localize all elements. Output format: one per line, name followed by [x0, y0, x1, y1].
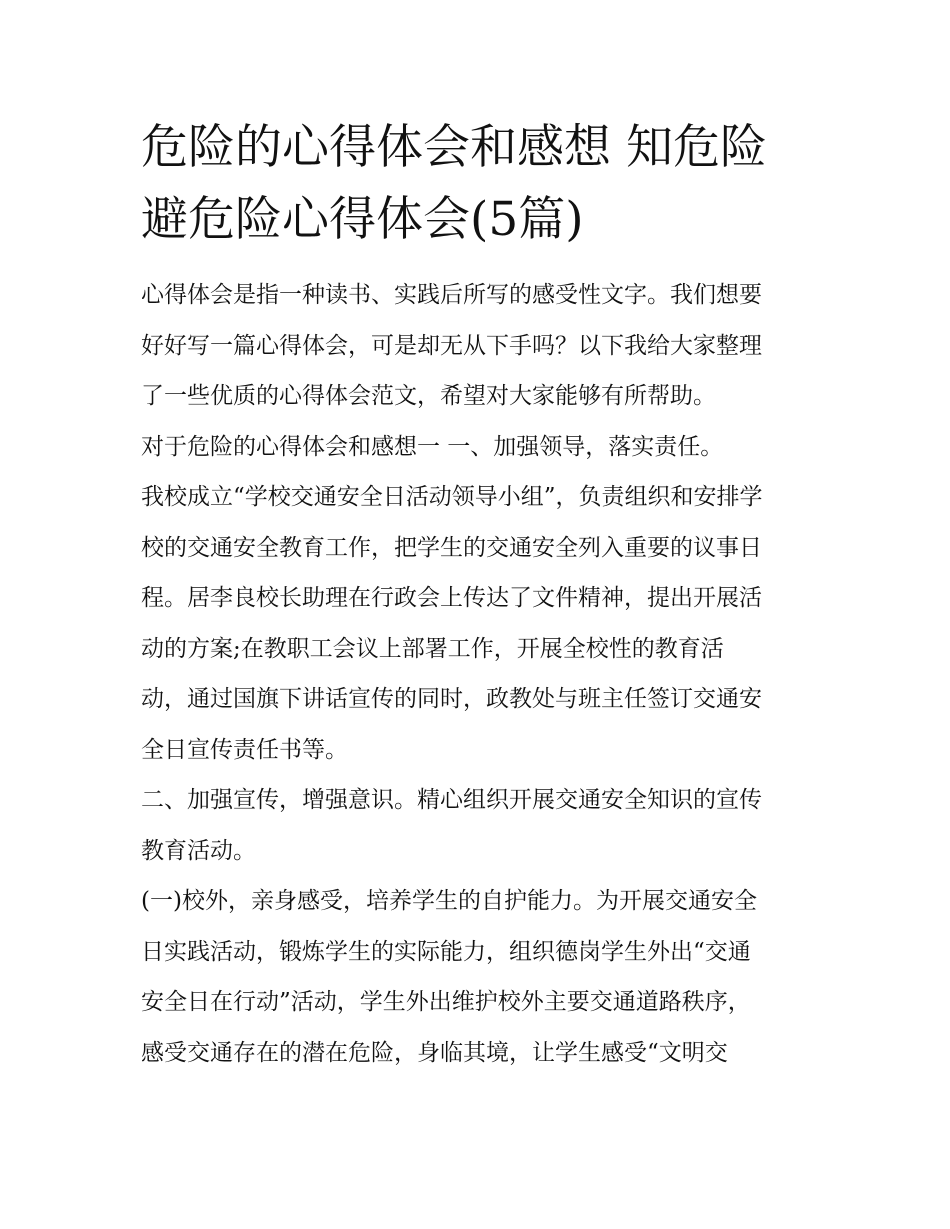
text-line: 了一些优质的心得体会范文，希望对大家能够有所帮助。: [141, 383, 716, 409]
body-paragraph: [141, 775, 813, 876]
text-line: 对于危险的心得体会和感想一 一、加强领导，落实责任。: [141, 433, 724, 460]
text-line: 二、加强宣传，增强意识。精心组织开展交通安全知识的宣传: [141, 787, 762, 813]
text-line: 好好写一篇心得体会，可是却无从下手吗？以下我给大家整理: [141, 332, 762, 359]
text-line: 心得体会是指一种读书、实践后所写的感受性文字。我们想要: [141, 282, 762, 308]
text-line: 我校成立“学校交通安全日活动领导小组”，负责组织和安排学: [141, 484, 763, 510]
text-line: 程。居李良校长助理在行政会上传达了文件精神，提出开展活: [141, 585, 762, 611]
document-content: [141, 112, 813, 1078]
text-line: 动，通过国旗下讲话宣传的同时，政教处与班主任签订交通安: [141, 686, 762, 712]
text-line: 感受交通存在的潜在危险，身临其境，让学生感受“文明交: [141, 1039, 728, 1066]
title-line: 避危险心得体会(5篇): [141, 192, 584, 247]
text-line: 校的交通安全教育工作，把学生的交通安全列入重要的议事日: [141, 534, 762, 561]
body-paragraph: [141, 472, 813, 775]
intro-paragraph: [141, 270, 813, 422]
document-title: [141, 112, 813, 256]
body-paragraph: [141, 876, 813, 1078]
text-line: 教育活动。: [141, 837, 256, 864]
text-line: (一)校外，亲身感受，培养学生的自护能力。为开展交通安全: [141, 888, 757, 914]
title-line: 危险的心得体会和感想 知危险: [141, 120, 767, 175]
text-line: 日实践活动，锻炼学生的实际能力，组织德岗学生外出“交通: [141, 938, 751, 965]
text-line: 动的方案;在教职工会议上部署工作，开展全校性的教育活: [141, 635, 724, 662]
text-line: 全日宣传责任书等。: [141, 736, 348, 763]
section-heading-paragraph: [141, 422, 813, 473]
text-line: 安全日在行动”活动，学生外出维护校外主要交通道路秩序，: [141, 989, 751, 1015]
